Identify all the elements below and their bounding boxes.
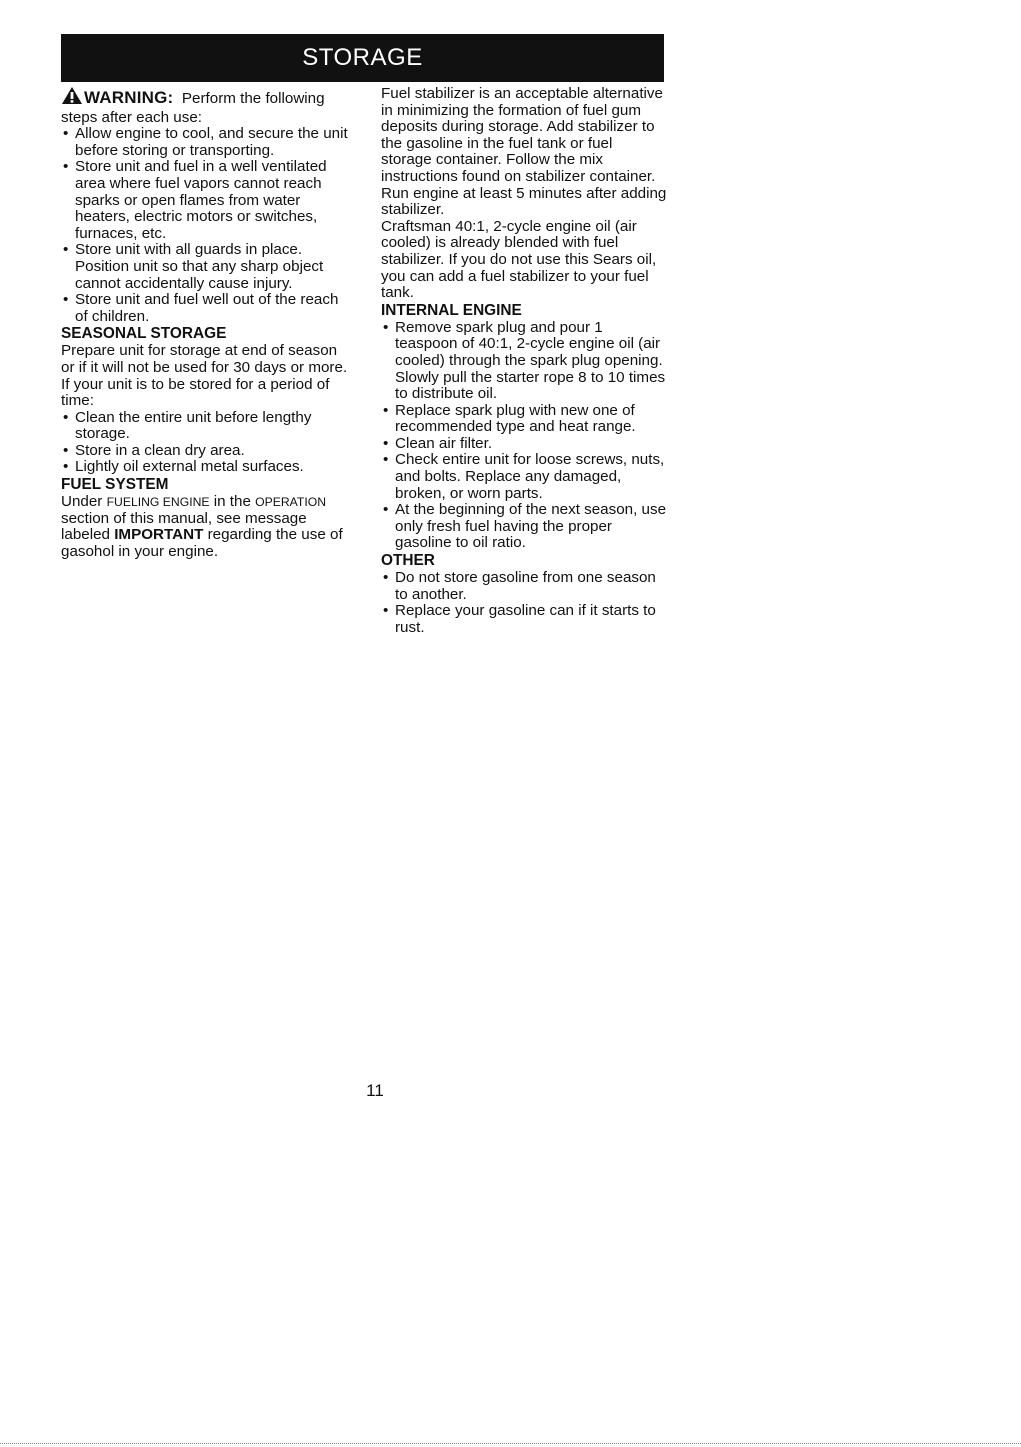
fueling-engine-ref: FUELING ENGINE [106,495,210,510]
other-heading: OTHER [381,552,435,570]
other-list [381,570,667,636]
operation-ref: OPERATION [255,495,326,510]
list-item: • Allow engine to cool, and secure the unit before storing or transporting. [61,126,351,159]
warning-label: WARNING: [84,88,174,107]
right-column [381,86,667,636]
stabilizer-para-1: Fuel stabilizer is an acceptable alternative in minimizing the formation of fuel gum deposits during storage. Add stabilizer to the gasoline in the fuel tank or fuel storage container. Follow the mix instructions found on stabilizer container. Run engine at least 5 minutes after adding stabilizer. [381,85,667,219]
internal-engine-list [381,320,667,552]
warning-intro [61,86,351,126]
list-item: • Clean the entire unit before lengthy storage. [61,410,351,443]
list-item: • Store in a clean dry area. [61,443,351,460]
internal-engine-heading: INTERNAL ENGINE [381,301,522,319]
section-title-banner [61,34,664,82]
warning-list [61,126,351,325]
list-item: • Replace spark plug with new one of recommended type and heat range. [381,403,667,436]
fuel-system-text-1: Under [61,493,107,511]
seasonal-storage-heading: SEASONAL STORAGE [61,325,227,343]
list-item: • Store unit and fuel in a well ventilated area where fuel vapors cannot reach sparks or open flames from water heaters, electric motors or switches, furnaces, etc. [61,159,351,242]
fuel-system-text-2: in the [209,493,256,511]
section-title: STORAGE [302,44,423,71]
stabilizer-para-2: Craftsman 40:1, 2-cycle engine oil (air cooled) is already blended with fuel stabilizer. If you do not use this Sears oil, you can add a fuel stabilizer to your fuel tank. [381,217,657,302]
left-column [61,86,351,560]
list-item: • Do not store gasoline from one season to another. [381,570,667,603]
list-item: • Replace your gasoline can if it starts to rust. [381,603,667,636]
scan-edge-divider [0,1443,1021,1444]
warning-intro-text: Perform the following steps after each use: [61,90,325,126]
list-item: • Remove spark plug and pour 1 teaspoon of 40:1, 2-cycle engine oil (air cooled) through the spark plug opening. Slowly pull the starter rope 8 to 10 times to distribute oil. [381,320,667,403]
fuel-system-para [61,494,351,560]
fuel-system-text-3: section of this manual, see message labeled [61,509,307,544]
seasonal-para-2: If your unit is to be stored for a period of time: [61,375,330,410]
list-item: • At the beginning of the next season, use only fresh fuel having the proper gasoline to oil ratio. [381,502,667,552]
warning-triangle-icon [61,86,83,110]
fuel-system-text-4: regarding the use of gasohol in your engine. [61,526,343,560]
list-item: • Clean air filter. [381,436,667,453]
list-item: • Lightly oil external metal surfaces. [61,459,351,476]
list-item: • Check entire unit for loose screws, nuts, and bolts. Replace any damaged, broken, or worn parts. [381,452,667,502]
fuel-system-heading: FUEL SYSTEM [61,476,169,494]
list-item: • Store unit and fuel well out of the reach of children. [61,292,351,325]
seasonal-list [61,410,351,476]
seasonal-para-1: Prepare unit for storage at end of season or if it will not be used for 30 days or more. [61,342,348,376]
list-item: • Store unit with all guards in place. Position unit so that any sharp object cannot accidentally cause injury. [61,242,351,292]
important-ref: IMPORTANT [114,526,204,544]
page-number: 11 [366,1081,384,1100]
